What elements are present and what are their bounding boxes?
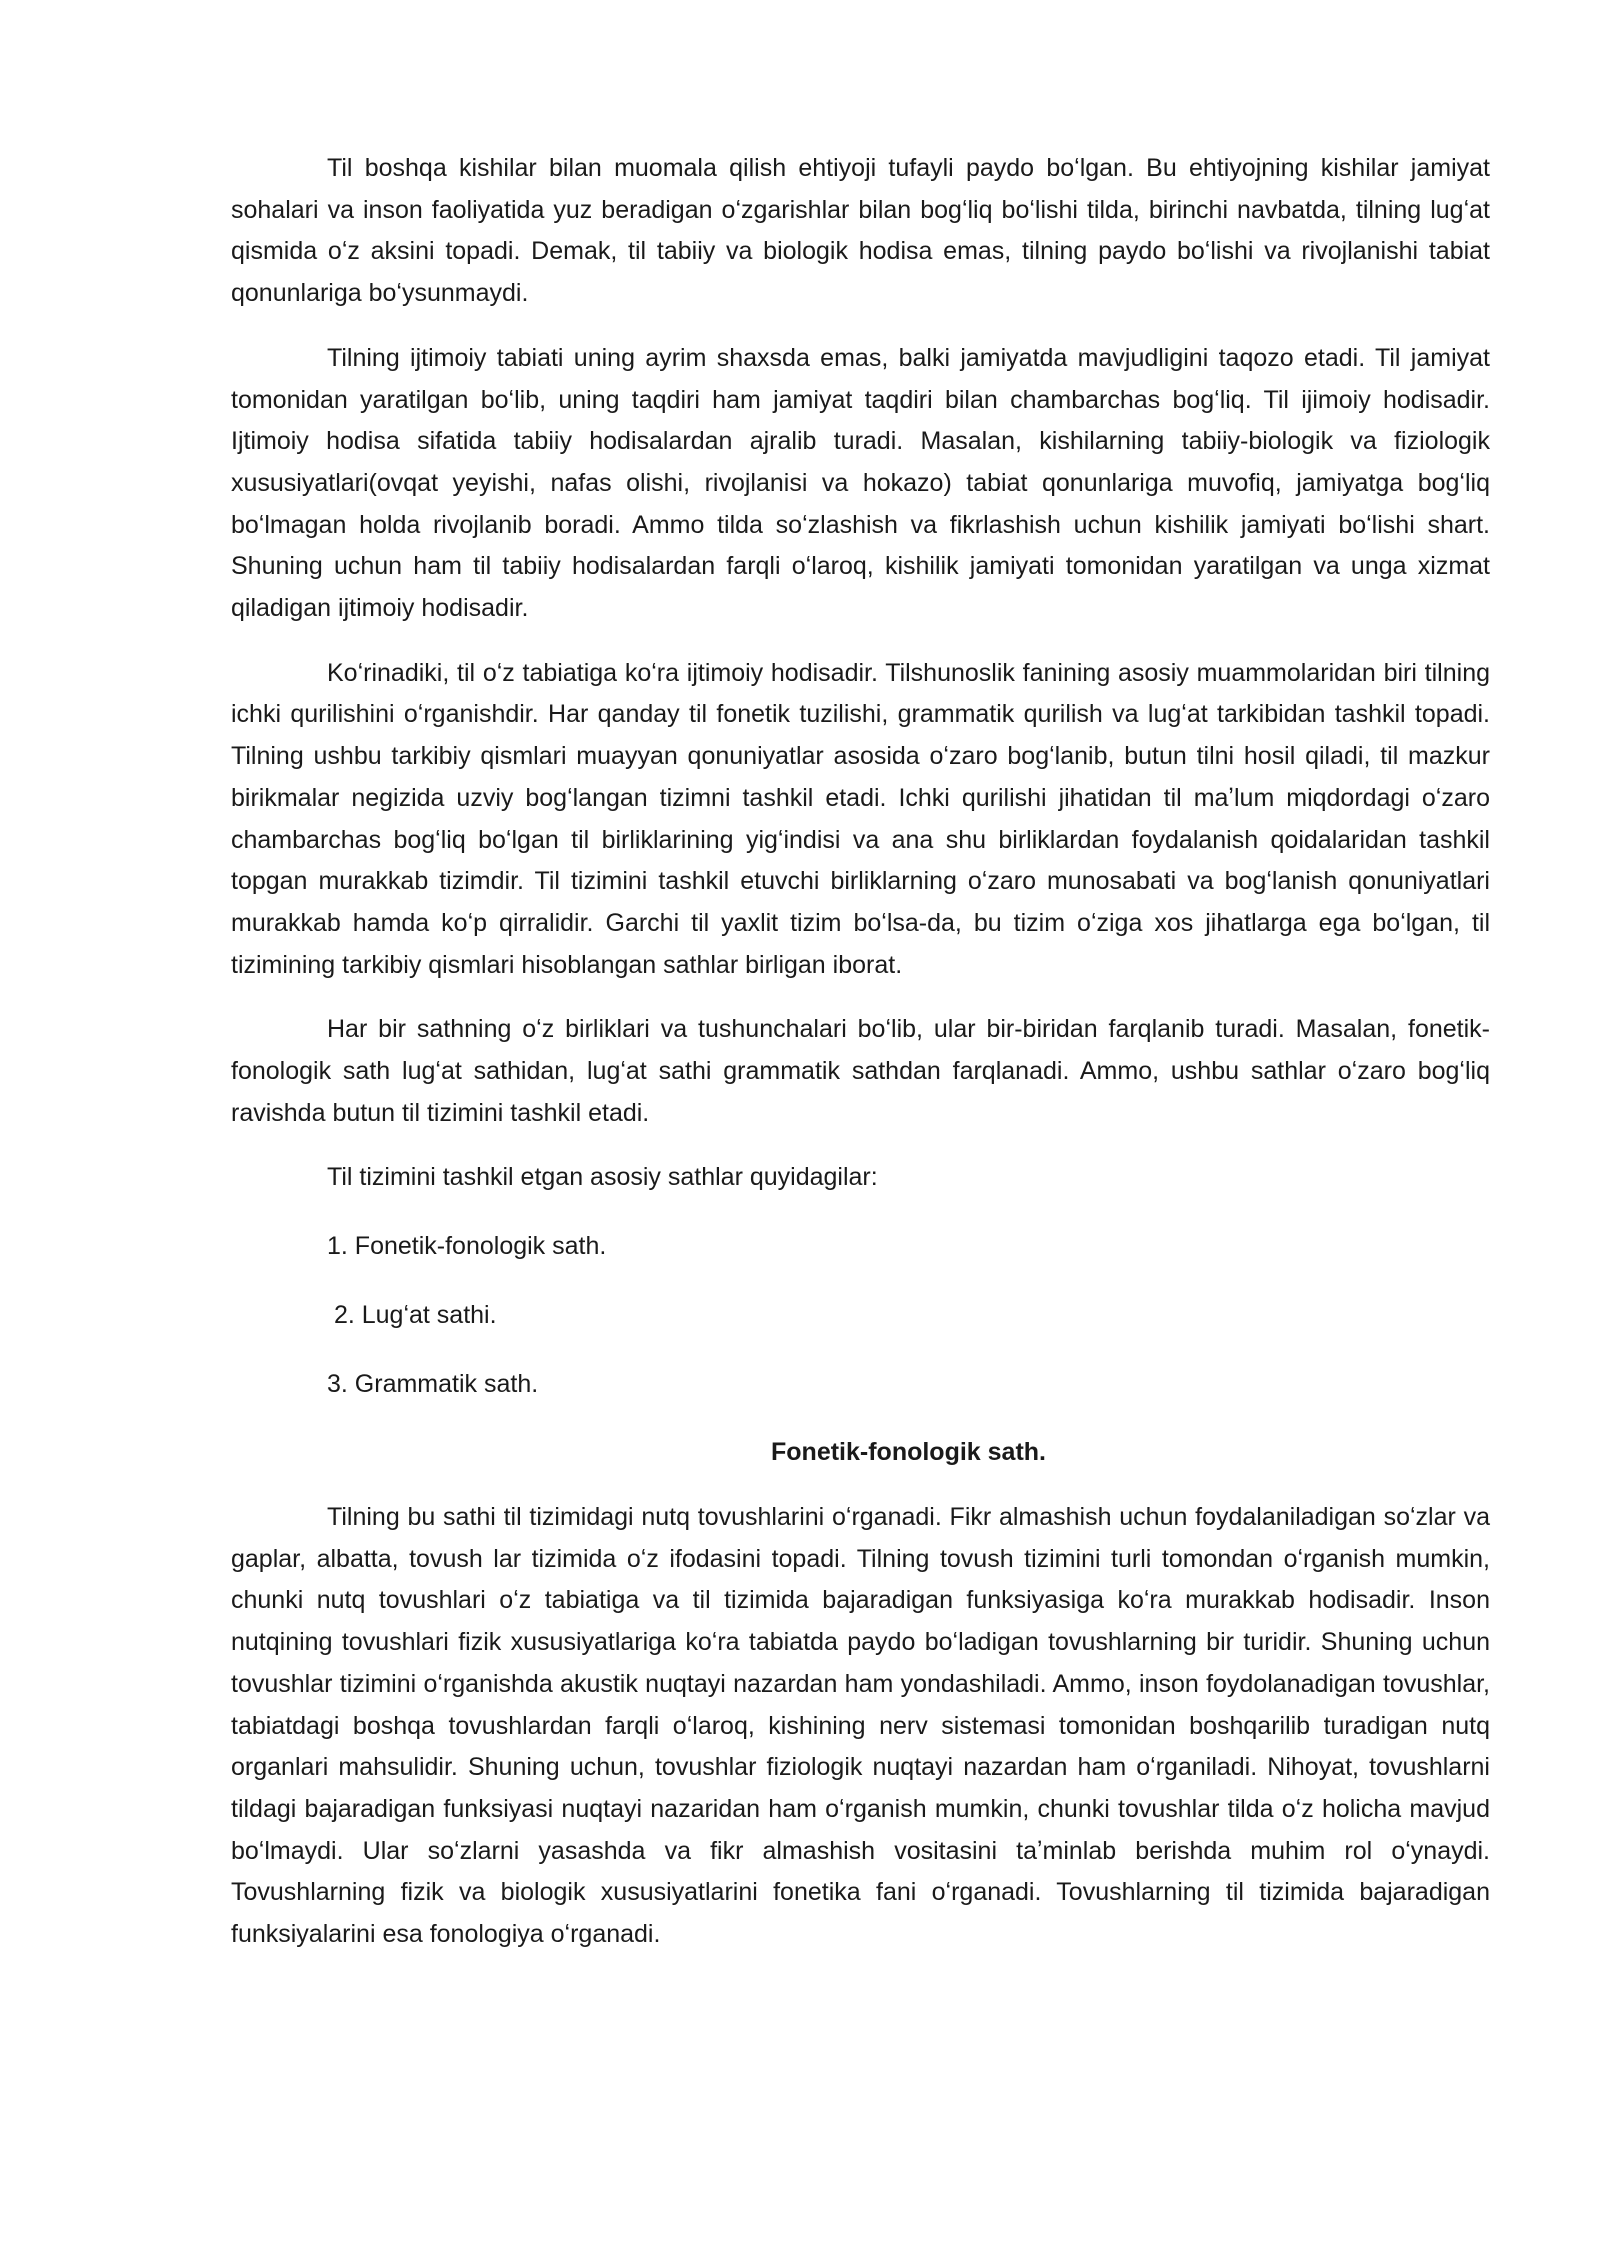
list-item-3: 3. Grammatik sath.	[327, 1369, 539, 1398]
paragraph-2: Tilning ijtimoiy tabiati uning ayrim shaxsda emas, balki jamiyatda mavjudligini taqozo etadi. Til jamiyat tomonidan yaratilgan boʻlib, uning taqdiri ham jamiyat taqdiri bilan chambarchas bogʻliq. Til ijimoiy hodisadir. Ijtimoiy hodisa sifatida tabiiy hodisalardan ajralib turadi. Masalan, kishilarning tabiiy-biologik va fiziologik xususiyatlari(ovqat yeyishi, nafas olishi, rivojlanisi va hokazo) tabiat qonunlariga muvofiq, jamiyatga bogʻliq boʻlmagan holda rivojlanib boradi. Ammo tilda soʻzlashish va fikrlashish uchun kishilik jamiyati boʻlishi shart. Shuning uchun ham til tabiiy hodisalardan farqli oʻlaroq, kishilik jamiyati tomonidan yaratilgan va unga xizmat qiladigan ijtimoiy hodisadir.	[231, 343, 1490, 623]
paragraph-3: Koʻrinadiki, til oʻz tabiatiga koʻra ijtimoiy hodisadir. Tilshunoslik fanining asosiy muammolaridan biri tilning ichki qurilishini oʻrganishdir. Har qanday til fonetik tuzilishi, grammatik qurilish va lugʻat tarkibidan tashkil topadi. Tilning ushbu tarkibiy qismlari muayyan qonuniyatlar asosida oʻzaro bogʻlanib, butun tilni hosil qiladi, til mazkur birikmalar negizida uzviy bogʻlangan tizimni tashkil etadi. Ichki qurilishi jihatidan til maʼlum miqdordagi oʻzaro chambarchas bogʻliq boʻlgan til birliklarining yigʻindisi va ana shu birliklardan foydalanish qoidalaridan tashkil topgan murakkab tizimdir. Til tizimini tashkil etuvchi birliklarning oʻzaro munosabati va bogʻlanish qonuniyatlari murakkab hamda koʻp qirralidir. Garchi til yaxlit tizim boʻlsa-da, bu tizim oʻziga xos jihatlarga ega boʻlgan, til tizimining tarkibiy qismlari hisoblangan sathlar birligan iborat.	[231, 658, 1490, 979]
section-heading: Fonetik-fonologik sath.	[771, 1438, 1046, 1467]
document-page	[231, 148, 1490, 1979]
section-paragraph: Tilning bu sathi til tizimidagi nutq tovushlarini oʻrganadi. Fikr almashish uchun foydalaniladigan soʻzlar va gaplar, albatta, tovush lar tizimida oʻz ifodasini topadi. Tilning tovush tizimini turli tomondan oʻrganish mumkin, chunki nutq tovushlari oʻz tabiatiga va til tizimida bajaradigan funksiyasiga koʻra murakkab hodisadir. Inson nutqining tovushlari fizik xususiyatlariga koʻra tabiatda paydo boʻladigan tovushlarning bir turidir. Shuning uchun tovushlar tizimini oʻrganishda akustik nuqtayi nazardan ham yondashiladi. Ammo, inson foydolanadigan tovushlar, tabiatdagi boshqa tovushlardan farqli oʻlaroq, kishining nerv sistemasi tomonidan boshqarilib turadigan nutq organlari mahsulidir. Shuning uchun, tovushlar fiziologik nuqtayi nazardan ham oʻrganiladi. Nihoyat, tovushlarni tildagi bajaradigan funksiyasi nuqtayi nazaridan ham oʻrganish mumkin, chunki tovushlar tilda oʻz holicha mavjud boʻlmaydi. Ular soʻzlarni yasashda va fikr almashish vositasini taʼminlab berishda muhim rol oʻynaydi. Tovushlarning fizik va biologik xususiyatlarini fonetika fani oʻrganadi. Tovushlarning til tizimida bajaradigan funksiyalarini esa fonologiya oʻrganadi.	[231, 1502, 1490, 1949]
paragraph-1: Til boshqa kishilar bilan muomala qilish ehtiyoji tufayli paydo boʻlgan. Bu ehtiyojning kishilar jamiyat sohalari va inson faoliyatida yuz beradigan oʻzgarishlar bilan bogʻliq boʻlishi tilda, birinchi navbatda, tilning lugʻat qismida oʻz aksini topadi. Demak, til tabiiy va biologik hodisa emas, tilning paydo boʻlishi va rivojlanishi tabiat qonunlariga boʻysunmaydi.	[231, 154, 1490, 308]
list-item-1: 1. Fonetik-fonologik sath.	[327, 1232, 607, 1261]
paragraph-4: Har bir sathning oʻz birliklari va tushunchalari boʻlib, ular bir-biridan farqlanib turadi. Masalan, fonetik-fonologik sath lugʻat sathidan, lugʻat sathi grammatik sathdan farqlanadi. Ammo, ushbu sathlar oʻzaro bogʻliq ravishda butun til tizimini tashkil etadi.	[231, 1015, 1490, 1127]
list-item-2: 2. Lugʻat sathi.	[327, 1300, 497, 1329]
list-intro: Til tizimini tashkil etgan asosiy sathlar quyidagilar:	[327, 1163, 878, 1192]
